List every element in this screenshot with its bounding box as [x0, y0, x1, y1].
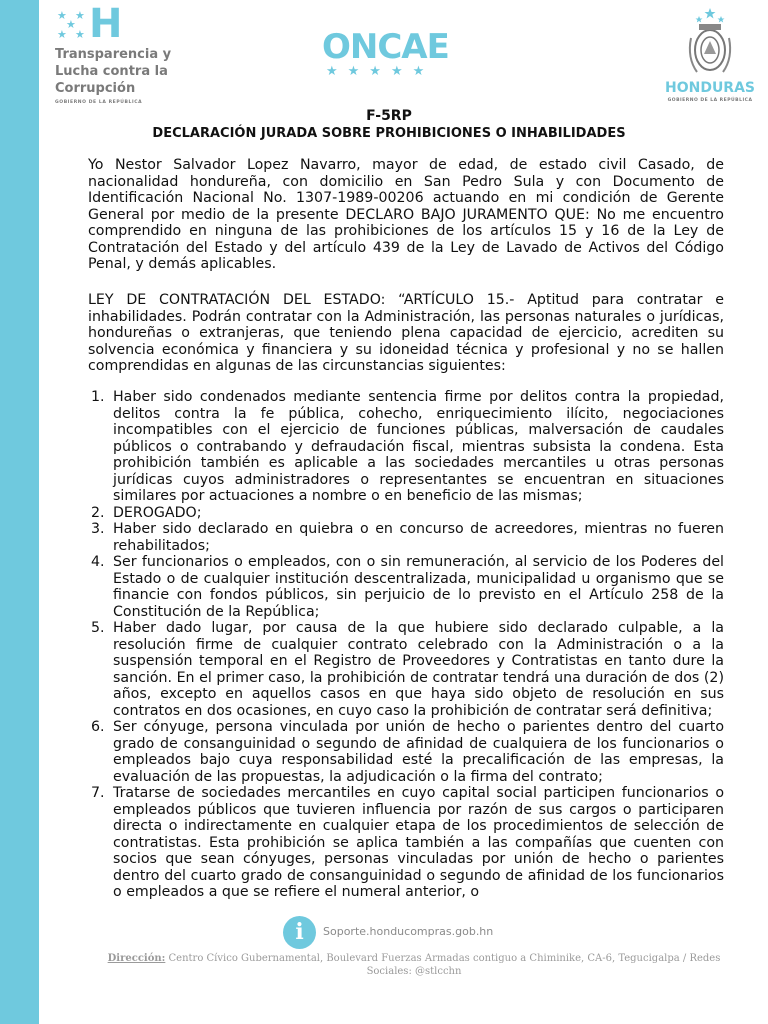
oncae-logo: [322, 27, 472, 80]
list-item: [91, 719, 724, 785]
address-label: Dirección:: [107, 953, 166, 964]
list-item: [91, 554, 724, 620]
list-item: [91, 785, 724, 901]
honduras-subtitle: GOBIERNO DE LA REPÚBLICA: [667, 98, 753, 103]
declaration-paragraph: Yo Nestor Salvador Lopez Navarro, mayor de edad, de estado civil Casado, de nacionalidad hondureña, con domicilio en San Pedro Sula y con Documento de Identificación Nacional No. 1307-1989-00206 actuando en mi condición de Gerente General por medio de la presente DECLARO BAJO JURAMENTO QUE: No me encuentro comprendido en ninguna de las prohibiciones de los artículos 15 y 16 de la Ley de Contratación del Estado y del artículo 439 de la Ley de Lavado de Activos del Código Penal, y demás aplicables.: [88, 157, 724, 272]
logo-subtitle: GOBIERNO DE LA REPÚBLICA: [55, 100, 143, 105]
logo-line-2: Lucha contra la: [55, 64, 168, 79]
support-link[interactable]: Soporte.honducompras.gob.hn: [323, 925, 494, 938]
list-item: [91, 505, 724, 522]
list-item-text: Ser funcionarios o empleados, con o sin remuneración, al servicio de los Poderes del Estado o de cualquier institución descentralizada, municipalidad u organismo que se financie con fondos públicos, sin perjuicio de lo previsto en el Artículo 258 de la Constitución de la República;: [113, 554, 724, 620]
form-code: F-5RP: [366, 108, 412, 124]
list-item-number: 5.: [91, 620, 105, 636]
list-item-number: 7.: [91, 785, 105, 801]
stars-icon: ★ ★ ★ ★ ★: [57, 9, 85, 41]
list-item-text: Tratarse de sociedades mercantiles en cuyo capital social participen funcionarios o empleados públicos que tuvieren influencia por razón de sus cargos o participaren directa o indirectamente en cualquier etapa de los procedimientos de selección de contratistas. Esta prohibición se aplica también a las compañías que cuenten con socios que sean cónyuges, personas vinculadas por unión de hecho o parientes dentro del cuarto grado de consanguinidad o segundo de afinidad de los funcionarios o empleados a que se refiere el numeral anterior, o: [113, 785, 724, 900]
list-item: [91, 389, 724, 505]
document-title: DECLARACIÓN JURADA SOBRE PROHIBICIONES O INHABILIDADES: [152, 126, 626, 141]
document-page: [39, 0, 768, 1024]
prohibitions-list: [91, 389, 724, 901]
list-item-text: DEROGADO;: [113, 504, 202, 521]
list-item: [91, 521, 724, 554]
logo-line-3: Corrupción: [55, 81, 136, 96]
coat-of-arms-icon: [685, 8, 735, 82]
law-paragraph: LEY DE CONTRATACIÓN DEL ESTADO: “ARTÍCULO 15.- Aptitud para contratar e inhabilidades. Podrán contratar con la Administración, las personas naturales o jurídicas, hondureñas o extranjeras, que teniendo plena capacidad de ejercicio, acrediten su solvencia económica y financiera y su idoneidad técnica y profesional y no se hallen comprendidas en algunas de las circunstancias siguientes:: [88, 292, 724, 374]
logo-line-1: Transparencia y: [55, 47, 172, 62]
honduras-logo: [657, 6, 767, 106]
honduras-wordmark: HONDURAS: [664, 80, 756, 96]
list-item-text: Ser cónyuge, persona vinculada por unión de hecho o parientes dentro del cuarto grado de consanguinidad o segundo de afinidad de cualquiera de los funcionarios o empleados bajo cuya responsabilidad esté la precalificación de las empresas, la evaluación de las propuestas, la adjudicación o la firma del contrato;: [113, 719, 724, 785]
list-item-number: 3.: [91, 521, 105, 537]
logo-text: [55, 46, 195, 97]
list-item-text: Haber sido condenados mediante sentencia firme por delitos contra la propiedad, delitos contra la fe pública, cohecho, enriquecimiento ilícito, negociaciones incompatibles con el ejercicio de funciones públicas, malversación de caudales públicos o contrabando y defraudación fiscal, mientras subsista la condena. Esta prohibición también es aplicable a las sociedades mercantiles u otras personas jurídicas cuyos administradores o representantes se encuentran en situaciones similares por actuaciones a nombre o en beneficio de las mismas;: [113, 389, 724, 504]
oncae-stars-icon: ★★★★★: [326, 64, 435, 79]
footer-address: [99, 952, 729, 978]
oncae-wordmark: ONCAE: [322, 27, 449, 67]
address-text: Centro Cívico Gubernamental, Boulevard Fuerzas Armadas contiguo a Chiminike, CA-6, Tegucigalpa / Redes Sociales: @stlcchn: [165, 953, 721, 977]
info-icon: i: [283, 916, 316, 949]
list-item-number: 1.: [91, 389, 105, 405]
logo-mark: H: [89, 1, 123, 47]
transparency-logo: [55, 1, 195, 108]
list-item-number: 2.: [91, 504, 105, 521]
list-item-number: 6.: [91, 719, 105, 735]
list-item: [91, 620, 724, 719]
left-accent-bar: [0, 0, 39, 1024]
list-item-number: 4.: [91, 554, 105, 570]
list-item-text: Haber dado lugar, por causa de la que hubiere sido declarado culpable, a la resolución firme de cualquier contrato celebrado con la Administración o a la suspensión temporal en el Registro de Proveedores y Contratistas en tanto dure la sanción. En el primer caso, la prohibición de contratar tendrá una duración de dos (2) años, excepto en aquellos casos en que haya sido objeto de resolución en sus contratos en dos ocasiones, en cuyo caso la prohibición de contratar será definitiva;: [113, 620, 724, 719]
list-item-text: Haber sido declarado en quiebra o en concurso de acreedores, mientras no fueren rehabilitados;: [113, 521, 724, 554]
